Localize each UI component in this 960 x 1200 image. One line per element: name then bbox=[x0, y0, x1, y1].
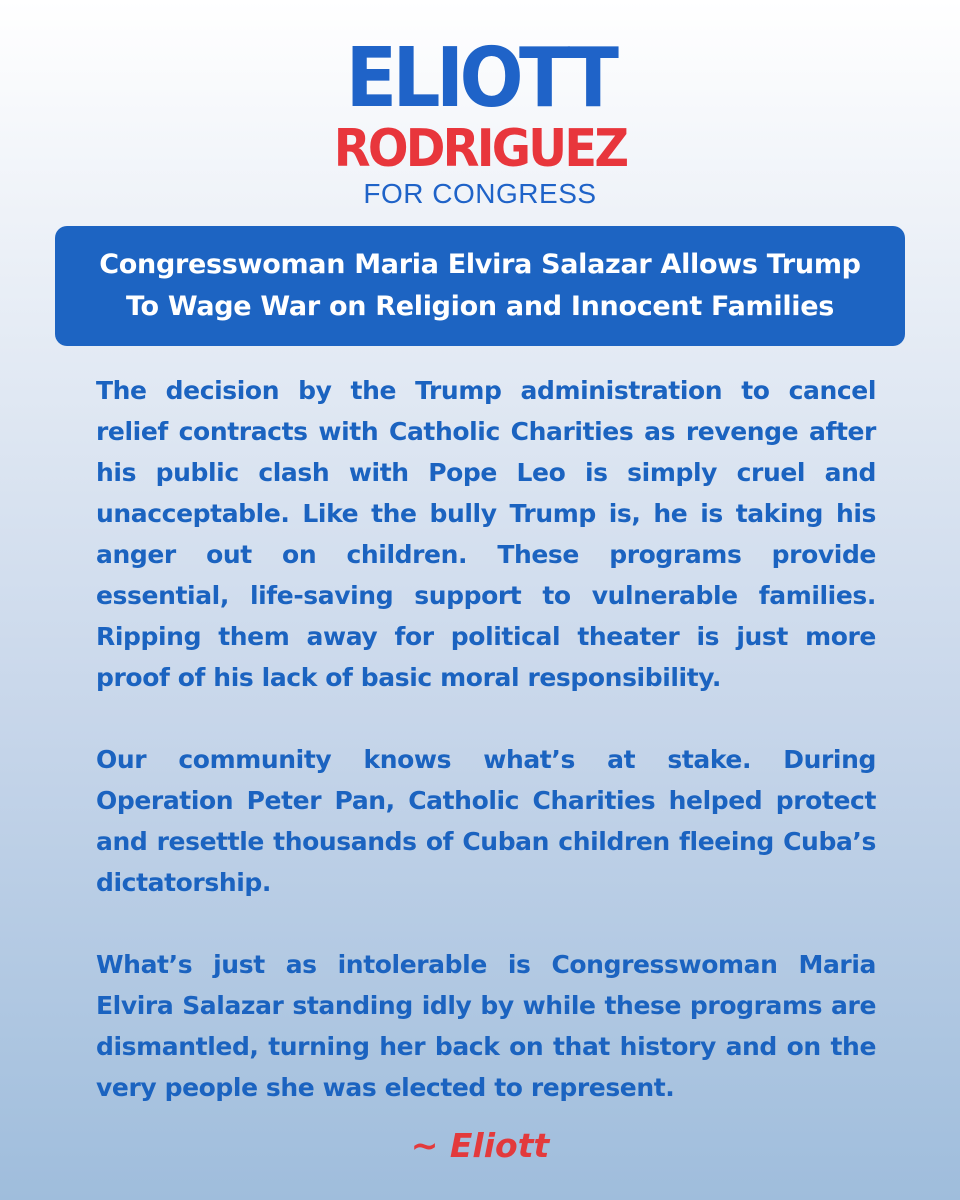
statement-paragraph-1: The decision by the Trump administration to cancel relief contracts with Catholic Charities as revenge after his public clash with Pope Leo is simply cruel and unacceptable. Like the bully Trump is, he is taking his anger out on children. These programs provide essential, life-saving support to vulnerable families. Ripping them away for political theater is just more proof of his lack of basic moral responsibility. bbox=[96, 376, 876, 692]
campaign-logo bbox=[0, 31, 960, 210]
headline-text: Congresswoman Maria Elvira Salazar Allows Trump To Wage War on Religion and Innocent Families bbox=[99, 249, 861, 322]
statement-body bbox=[96, 370, 876, 1108]
logo-first-name: ELIOTT bbox=[345, 31, 615, 126]
headline-banner bbox=[55, 226, 905, 346]
logo-last-name: RODRIGUEZ bbox=[333, 119, 627, 179]
statement-paragraph-3: What’s just as intolerable is Congresswoman Maria Elvira Salazar standing idly by while these programs are dismantled, turning her back on that history and on the very people she was elected to represent. bbox=[96, 950, 876, 1102]
logo-tagline: FOR CONGRESS bbox=[363, 178, 597, 209]
signature: ~ Eliott bbox=[410, 1126, 550, 1165]
statement-paragraph-2: Our community knows what’s at stake. During Operation Peter Pan, Catholic Charities helped protect and resettle thousands of Cuban children fleeing Cuba’s dictatorship. bbox=[96, 745, 876, 897]
